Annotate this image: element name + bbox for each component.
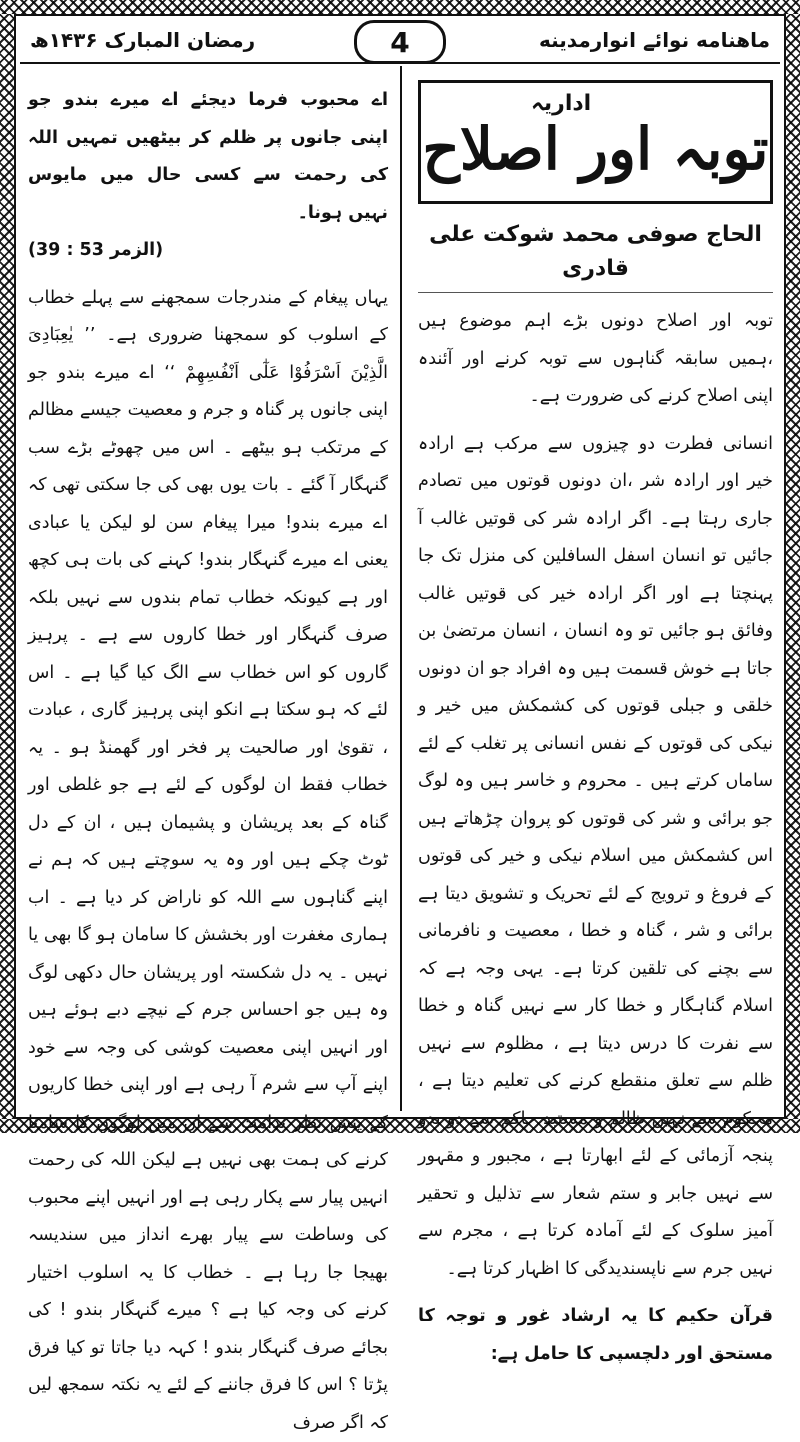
magazine-name: ماهنامه نوائے انوارمدینه xyxy=(529,28,780,52)
quran-quote: اے محبوب فرما دیجئے اے میرے بندو جو اپنی جانوں پر ظلم کر بیٹھیں تمہیں اللہ کی رحمت سے کسی حال میں مایوس نہیں ہونا۔ xyxy=(28,82,388,232)
page-number: 4 xyxy=(390,26,409,59)
left-paragraph-1 xyxy=(28,280,388,1442)
page-header xyxy=(20,18,780,64)
section-label: اداریہ xyxy=(531,85,591,123)
right-paragraph-2 xyxy=(418,426,773,1289)
page-number-badge xyxy=(354,20,446,64)
right-paragraph-1 xyxy=(418,303,773,416)
right-column xyxy=(418,80,773,1373)
paragraph-text: توبہ اور اصلاح دونوں بڑے اہم موضوع ہیں ،ہمیں سابقہ گناہوں سے توبہ کرنے اور آئندہ اپنی اصلاح کرنے کی ضرورت ہے۔ xyxy=(418,303,773,416)
paragraph-text: قرآن حکیم کا یہ ارشاد غور و توجہ کا مستحق اور دلچسپی کا حامل ہے: xyxy=(418,1298,773,1373)
left-column xyxy=(28,82,388,1442)
author-name: الحاج صوفی محمد شوکت علی قادری xyxy=(418,218,773,293)
quote-reference: (الزمر 53 : 39) xyxy=(28,232,388,270)
title-box xyxy=(418,80,773,204)
article-title: توبہ اور اصلاح xyxy=(421,109,770,189)
paragraph-text: انسانی فطرت دو چیزوں سے مرکب ہے ارادہ خیر اور ارادہ شر ،ان دونوں قوتوں میں تصادم جاری رہتا ہے۔ اگر ارادہ شر کی قوتیں غالب آ جائیں تو انسان اسفل السافلین کی منزل تک جا پہنچتا ہے اور اگر ارادہ خیر کی قوتیں غالب وفائق ہو جائیں تو وہ انسان ، انسان مرتضیٰ بن جاتا ہے خوش قسمت ہیں وہ افراد جو ان دونوں خلقی و جبلی قوتوں کی کشمکش میں خیر و نیکی کی قوتوں کے نفس انسانی پر تغلب کے لئے ساماں کرتے ہیں ۔ محروم و خاسر ہیں وہ لوگ جو برائی و شر کی قوتوں کو پروان چڑھاتے ہیں اس کشمکش میں اسلام نیکی و خیر کی قوتوں کے فروغ و ترویج کے لئے تحریک و تشویق دیتا ہے برائی و شر ، گناہ و خطا ، معصیت و نافرمانی سے بچنے کی تلقین کرتا ہے۔ یہی وجہ ہے کہ اسلام گناہگار و خطا کار سے نہیں گناہ و خطا سے نفرت کا درس دیتا ہے ، مظلوم سے نہیں ظلم سے تعلق منقطع کرنے کی تعلیم دیتا ہے ، محکوم سے نہیں ظالم و مستبد حاکم سے دو بدو پنجہ آزمائی کے لئے ابھارتا ہے ، مجبور و مقہور سے نہیں جابر و ستم شعار سے تذلیل و تحقیر آمیز سلوک کے لئے آمادہ کرتا ہے ، مجرم سے نہیں جرم سے ناپسندیدگی کا اظہار کرتا ہے۔ xyxy=(418,426,773,1289)
column-divider xyxy=(400,66,402,1111)
issue-date: رمضان المبارک ۱۴۳۶ھ xyxy=(20,28,265,52)
paragraph-text: یہاں پیغام کے مندرجات سمجھنے سے پہلے خطاب کے اسلوب کو سمجھنا ضروری ہے۔ ’’ یٰعِبَادِیَ الَّذِیْنَ اَسْرَفُوْا عَلٰٓی اَنْفُسِهِمْ ‘‘ اے میرے بندو جو اپنی جانوں پر گناہ و جرم و معصیت جیسے مظالم کے مرتکب ہو بیٹھے ۔ اس میں چھوٹے بڑے سب گنہگار آ گئے ۔ بات یوں بھی کی جا سکتی تھی کہ اے میرے بندو! میرا پیغام سن لو لیکن یا عبادی یعنی اے میرے گنہگار بندو! کہنے کی بات ہی کچھ اور ہے کیونکہ خطاب تمام بندوں سے نہیں بلکہ صرف گنہگار اور خطا کاروں سے ہے ۔ پرہیز گاروں کو اس خطاب سے الگ کیا گیا ہے ۔ اس لئے کہ ہو سکتا ہے انکو اپنی پرہیز گاری ، عبادت ، تقویٰ اور صالحیت پر فخر اور گھمنڈ ہو ۔ یہ خطاب فقط ان لوگوں کے لئے ہے جو غلطی اور گناہ کے بعد پریشان و پشیمان ہیں ، ان کے دل ٹوٹ چکے ہیں اور وہ یہ سوچتے ہیں کہ ہم نے اپنے گناہوں سے اللہ کو ناراض کر دیا ہے ۔ اب ہماری مغفرت اور بخشش کا سامان ہو گا بھی یا نہیں ۔ یہ دل شکستہ اور پریشان حال دکھی لوگ وہ ہیں جو احساس جرم کے نیچے دبے ہوئے ہیں اور انہیں اپنی معصیت کوشی کی وجہ سے خود اپنے آپ سے شرم آ رہی ہے اور اپنی خطا کاریوں کے پیش نظر ندامت سے ان میں لوگوں کا سامنا کرنے کی ہمت بھی نہیں ہے لیکن اللہ کی رحمت انہیں پیار سے پکار رہی ہے اور انہیں اپنے محبوب کی وساطت سے پیار بھرے انداز میں سندیسہ بھیجا جا رہا ہے ۔ خطاب کا یہ اسلوب اختیار کرنے کی وجہ کیا ہے ؟ میرے گنہگار بندو ! کی بجائے صرف گنہگار بندو ! کہہ دیا جاتا تو کیا فرق پڑتا ؟ اس کا فرق جاننے کے لئے یہ نکتہ سمجھ لیں کہ اگر صرف xyxy=(28,280,388,1442)
right-paragraph-3 xyxy=(418,1298,773,1373)
